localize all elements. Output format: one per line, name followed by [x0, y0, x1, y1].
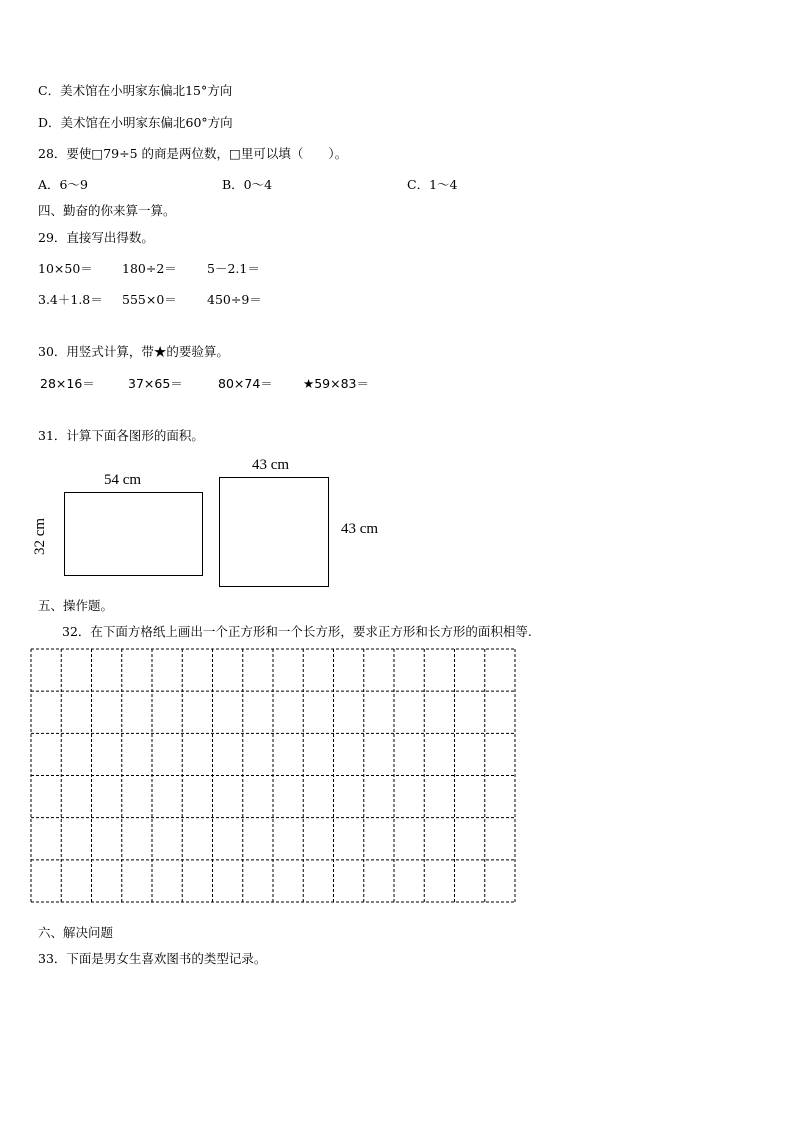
- square-top-label: 43 cm: [252, 457, 290, 473]
- section-5-heading: 五、操作题。: [38, 598, 114, 613]
- q28-option-a: A．6～9: [38, 177, 88, 192]
- q31-stem: 31．计算下面各图形的面积。: [38, 428, 204, 443]
- q28-stem: 28．要使□79÷5 的商是两位数，□里可以填（ ）。: [38, 146, 348, 161]
- q29-stem: 29．直接写出得数。: [38, 230, 154, 245]
- q29-item: 180÷2＝: [122, 261, 177, 276]
- square-figure: [219, 477, 329, 587]
- q29-item: 10×50＝: [38, 261, 93, 276]
- q29-item: 555×0＝: [122, 292, 177, 307]
- q29-item: 450÷9＝: [207, 292, 262, 307]
- q29-item: 3.4＋1.8＝: [38, 292, 103, 307]
- q30-stem: 30．用竖式计算，带★的要验算。: [38, 344, 229, 359]
- rectangle-height-label: 32 cm: [32, 517, 49, 556]
- q32-stem: 32．在下面方格纸上画出一个正方形和一个长方形，要求正方形和长方形的面积相等.: [62, 624, 532, 639]
- section-6-heading: 六、解决问题: [38, 925, 114, 940]
- q28-option-b: B．0～4: [222, 177, 273, 192]
- q27-option-c: C．美术馆在小明家东偏北15°方向: [38, 83, 233, 98]
- q30-item: 80×74＝: [218, 376, 273, 391]
- square-side-label: 43 cm: [341, 521, 379, 537]
- section-4-heading: 四、勤奋的你来算一算。: [38, 203, 176, 218]
- q30-item: 28×16＝: [40, 376, 95, 391]
- q30-item: ★59×83＝: [303, 376, 369, 391]
- q27-option-d: D．美术馆在小明家东偏北60°方向: [38, 115, 233, 130]
- rectangle-width-label: 54 cm: [104, 472, 142, 488]
- q30-item: 37×65＝: [128, 376, 183, 391]
- grid-paper[interactable]: [30, 648, 516, 903]
- q28-option-c: C．1～4: [407, 177, 458, 192]
- rectangle-figure: [64, 492, 203, 576]
- q33-stem: 33．下面是男女生喜欢图书的类型记录。: [38, 951, 267, 966]
- q29-item: 5－2.1＝: [207, 261, 260, 276]
